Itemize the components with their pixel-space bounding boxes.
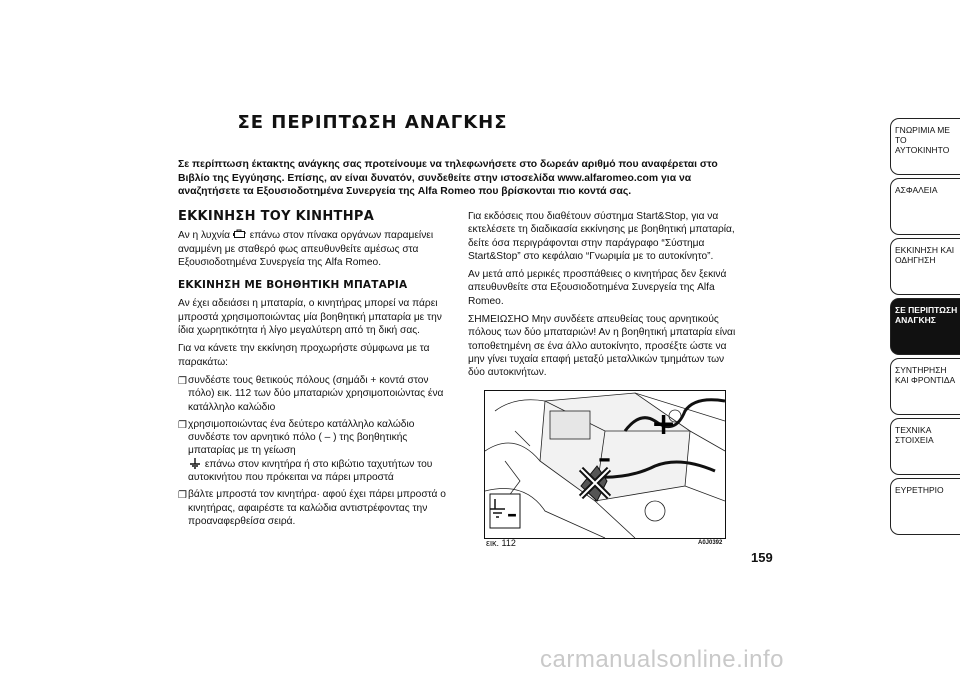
- figure-caption: εικ. 112: [486, 538, 516, 548]
- checkbox-bullet-icon: ❐: [178, 490, 188, 502]
- tab-chapter-6[interactable]: ΤΕΧΝΙΚΑ ΣΤΟΙΧΕΙΑ: [890, 418, 960, 475]
- tab-chapter-3[interactable]: ΕΚΚΙΝΗΣΗ ΚΑΙ ΟΔΗΓΗΣΗ: [890, 238, 960, 295]
- tab-chapter-2[interactable]: ΑΣΦΑΛΕΙΑ: [890, 178, 960, 235]
- ground-symbol-icon: [188, 458, 202, 469]
- paragraph-text: Αν η λυχνία: [178, 230, 231, 242]
- tab-chapter-7[interactable]: ΕΥΡΕΤΗΡΙΟ: [890, 478, 960, 535]
- list-item: [178, 488, 446, 528]
- figure-code: A0J0392: [698, 540, 723, 546]
- warning-light-paragraph: [178, 229, 446, 269]
- checkbox-bullet-icon: ❐: [178, 375, 188, 387]
- battery-illustration: [484, 390, 726, 539]
- note-paragraph: ΣΗΜΕΙΩΣΗΟ Μην συνδέετε απευθείας τους αρνητικούς πόλους των δύο μπαταριών! Αν η βοηθητική μπαταρία είναι τοποθετημένη σε ένα άλλο αυτοκίνητο, προσέξτε ώστε να μην γίνει τυχαία επαφή μεταξύ μεταλλικών τμημάτων των δύο αυτοκινήτων.: [468, 314, 736, 379]
- section-heading-engine-start: ΕΚΚΙΝΗΣΗ ΤΟΥ ΚΙΝΗΤΗΡΑ: [178, 209, 375, 224]
- list-item: [178, 418, 446, 484]
- list-item-text: συνδέστε τους θετικούς πόλους (σημάδι + κοντά στον πόλο) εικ. 112 των δύο μπαταριών χρησιμοποιώντας ένα κατάλληλο καλώδιο: [188, 374, 444, 413]
- booster-paragraph: Αν έχει αδειάσει η μπαταρία, ο κινητήρας μπορεί να πάρει μπροστά χρησιμοποιώντας μία βοηθητική μπαταρία με την ίδια χωρητικότητα ή λίγο μεγαλύτερη από τη δική σας.: [178, 298, 442, 337]
- right-column: [468, 210, 738, 385]
- intro-paragraph: Σε περίπτωση έκτακτης ανάγκης σας προτείνουμε να τηλεφωνήσετε στο δωρεάν αριθμό που αναφέρεται στο Βιβλίο της Εγγύησης. Επίσης, αν είναι δυνατόν, συνδεθείτε στην ιστοσελίδα www.alfaromeo.com για να αναζητήσετε τα Εξουσιοδοτημένα Συνεργεία της Alfa Romeo που βρίσκονται πιο κοντά σας.: [178, 159, 718, 198]
- page-number: 159: [751, 550, 773, 565]
- paragraph-text: επάνω στον πίνακα οργάνων παραμείνει αναμμένη με σταθερό φως απευθυνθείτε αμέσως στα Εξουσιοδοτημένα Συνεργεία της Alfa Romeo.: [178, 230, 434, 268]
- service-paragraph: Αν μετά από μερικές προσπάθειες ο κινητήρας δεν ξεκινά απευθυνθείτε στα Εξουσιοδοτημένα Συνεργεία της Alfa Romeo.: [468, 269, 727, 307]
- page-title: ΣΕ ΠΕΡΙΠΤΩΣΗ ΑΝΑΓΚΗΣ: [237, 112, 508, 133]
- tab-chapter-5[interactable]: ΣΥΝΤΗΡΗΣΗ ΚΑΙ ΦΡΟΝΤΙΔΑ: [890, 358, 960, 415]
- battery-drawing: [485, 391, 725, 538]
- section-subheading-booster: ΕΚΚΙΝΗΣΗ ΜΕ ΒΟΗΘΗΤΙΚΗ ΜΠΑΤΑΡΙΑ: [178, 279, 408, 292]
- list-item: [178, 374, 446, 414]
- watermark: carmanualsonline.info: [540, 646, 784, 673]
- engine-warning-icon: [233, 229, 247, 240]
- tab-chapter-1[interactable]: ΓΝΩΡΙΜΙΑ ΜΕ ΤΟ ΑΥΤΟΚΙΝΗΤΟ: [890, 118, 960, 175]
- plus-label: +: [651, 407, 677, 442]
- minus-label: –: [507, 502, 517, 526]
- left-column: [178, 210, 446, 532]
- list-item-text: επάνω στον κινητήρα ή στο κιβώτιο ταχυτήτων του αυτοκινήτου που πρόκειται να πάρει μπροστά: [188, 458, 433, 484]
- minus-label: –: [598, 444, 611, 474]
- list-item-text: χρησιμοποιώντας ένα δεύτερο κατάλληλο καλώδιο συνδέστε τον αρνητικό πόλο ( – ) της βοηθητικής μπαταρίας με τη γείωση: [188, 418, 415, 457]
- checkbox-bullet-icon: ❐: [178, 419, 188, 431]
- start-stop-paragraph: Για εκδόσεις που διαθέτουν σύστημα Start&Stop, για να εκτελέσετε τη διαδικασία εκκίνησης με βοηθητική μπαταρία, δείτε όσα περιγράφονται στην παράγραφο “Σύστημα Start&Stop” στο κεφάλαιο “Γνωριμία με το αυτοκίνητο”.: [468, 211, 735, 262]
- tab-chapter-4-active[interactable]: ΣΕ ΠΕΡΙΠΤΩΣΗ ΑΝΑΓΚΗΣ: [890, 298, 960, 355]
- steps-intro: Για να κάνετε την εκκίνηση προχωρήστε σύμφωνα με τα παρακάτω:: [178, 343, 430, 368]
- list-item-text: βάλτε μπροστά τον κινητήρα· αφού έχει πάρει μπροστά ο κινητήρας, αφαιρέστε τα καλώδια αντιστρέφοντας την προαναφερθείσα σειρά.: [188, 489, 446, 527]
